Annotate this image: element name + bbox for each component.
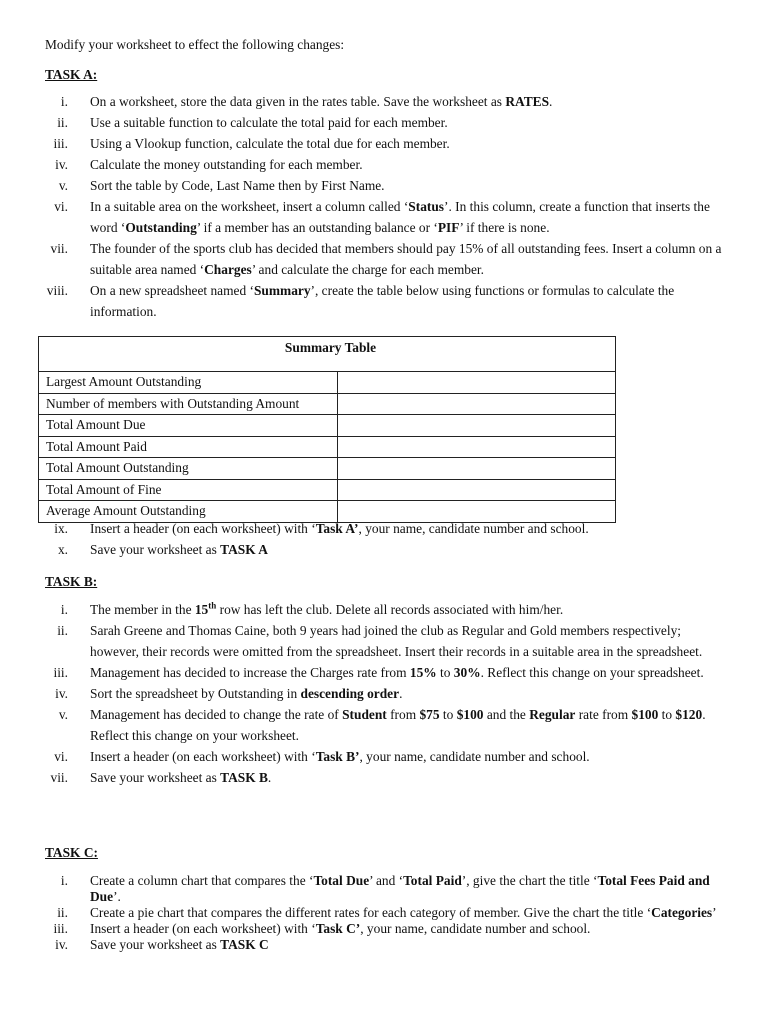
table-row: Average Amount Outstanding [39, 501, 616, 523]
table-cell-empty [338, 393, 616, 415]
list-item: vi. In a suitable area on the worksheet, insert a column called ‘Status’. In this column, create a function that inserts the word ‘Outstanding’ if a member has an outstanding balance or ‘PIF’ if there is none. [0, 196, 768, 238]
list-item: v. Management has decided to change the rate of Student from $75 to $100 and the Regular rate from $100 to $120. Reflect this change on your worksheet. [0, 704, 768, 746]
table-row: Total Amount Paid [39, 436, 616, 458]
item-number: x. [57, 542, 68, 557]
item-number: iv. [55, 157, 68, 172]
item-number: iv. [55, 686, 68, 701]
item-number: vi. [54, 749, 68, 764]
list-item: iii. Using a Vlookup function, calculate the total due for each member. [0, 133, 768, 154]
task-a-list [0, 91, 768, 322]
table-row: Total Amount Due [39, 415, 616, 437]
task-a-heading: TASK A: [45, 67, 98, 82]
table-row: Total Amount of Fine [39, 479, 616, 501]
item-number: ii. [57, 905, 68, 920]
table-cell-empty [338, 436, 616, 458]
item-number: vii. [50, 770, 68, 785]
list-item: iv. Calculate the money outstanding for each member. [0, 154, 768, 175]
summary-table [38, 336, 616, 523]
item-number: v. [58, 707, 68, 722]
list-item: i. Create a column chart that compares the ‘Total Due’ and ‘Total Paid’, give the chart the title ‘Total Fees Paid and Due’. [0, 873, 768, 905]
list-item: vii. The founder of the sports club has decided that members should pay 15% of all outstanding fees. Insert a column on a suitable area named ‘Charges’ and calculate the charge for each member. [0, 238, 768, 280]
item-number: vi. [54, 199, 68, 214]
item-number: iv. [55, 937, 68, 952]
item-number: ii. [57, 623, 68, 638]
item-number: viii. [46, 283, 68, 298]
task-b-heading: TASK B: [45, 574, 98, 589]
task-a-list-continued [0, 518, 768, 560]
item-number: i. [60, 602, 68, 617]
intro-text: Modify your worksheet to effect the following changes: [45, 37, 345, 52]
list-item: iii. Management has decided to increase the Charges rate from 15% to 30%. Reflect this change on your spreadsheet. [0, 662, 768, 683]
list-item: ix. Insert a header (on each worksheet) with ‘Task A’, your name, candidate number and school. [0, 518, 768, 539]
item-number: ii. [57, 115, 68, 130]
item-number: i. [60, 873, 68, 888]
table-row: Largest Amount Outstanding [39, 372, 616, 394]
table-cell-empty [338, 372, 616, 394]
table-row: Total Amount Outstanding [39, 458, 616, 480]
task-c-heading: TASK C: [45, 845, 98, 860]
task-c-list [0, 873, 768, 953]
item-number: vii. [50, 241, 68, 256]
list-item: iii. Insert a header (on each worksheet) with ‘Task C’, your name, candidate number and school. [0, 921, 768, 937]
list-item: ii. Use a suitable function to calculate the total paid for each member. [0, 112, 768, 133]
list-item: vii. Save your worksheet as TASK B. [0, 767, 768, 788]
list-item: v. Sort the table by Code, Last Name then by First Name. [0, 175, 768, 196]
item-number: v. [58, 178, 68, 193]
summary-table-title: Summary Table [39, 337, 616, 372]
table-cell-empty [338, 415, 616, 437]
list-item: iv. Sort the spreadsheet by Outstanding in descending order. [0, 683, 768, 704]
item-number: iii. [53, 136, 68, 151]
item-number: i. [60, 94, 68, 109]
list-item: x. Save your worksheet as TASK A [0, 539, 768, 560]
list-item: ii. Sarah Greene and Thomas Caine, both 9 years had joined the club as Regular and Gold members respectively; however, their records were omitted from the spreadsheet. Insert their records in a suitable area in the spreadsheet. [0, 620, 768, 662]
list-item: iv. Save your worksheet as TASK C [0, 937, 768, 953]
table-row: Number of members with Outstanding Amount [39, 393, 616, 415]
table-cell-empty [338, 458, 616, 480]
list-item: viii. On a new spreadsheet named ‘Summary’, create the table below using functions or formulas to calculate the information. [0, 280, 768, 322]
list-item: ii. Create a pie chart that compares the different rates for each category of member. Give the chart the title ‘Categories’ [0, 905, 768, 921]
item-number: iii. [53, 921, 68, 936]
list-item: i. On a worksheet, store the data given in the rates table. Save the worksheet as RATES. [0, 91, 768, 112]
table-cell-empty [338, 479, 616, 501]
item-number: ix. [54, 521, 68, 536]
task-b-list [0, 599, 768, 788]
list-item: vi. Insert a header (on each worksheet) with ‘Task B’, your name, candidate number and school. [0, 746, 768, 767]
item-number: iii. [53, 665, 68, 680]
list-item: i. The member in the 15th row has left the club. Delete all records associated with him/her. [0, 599, 768, 620]
